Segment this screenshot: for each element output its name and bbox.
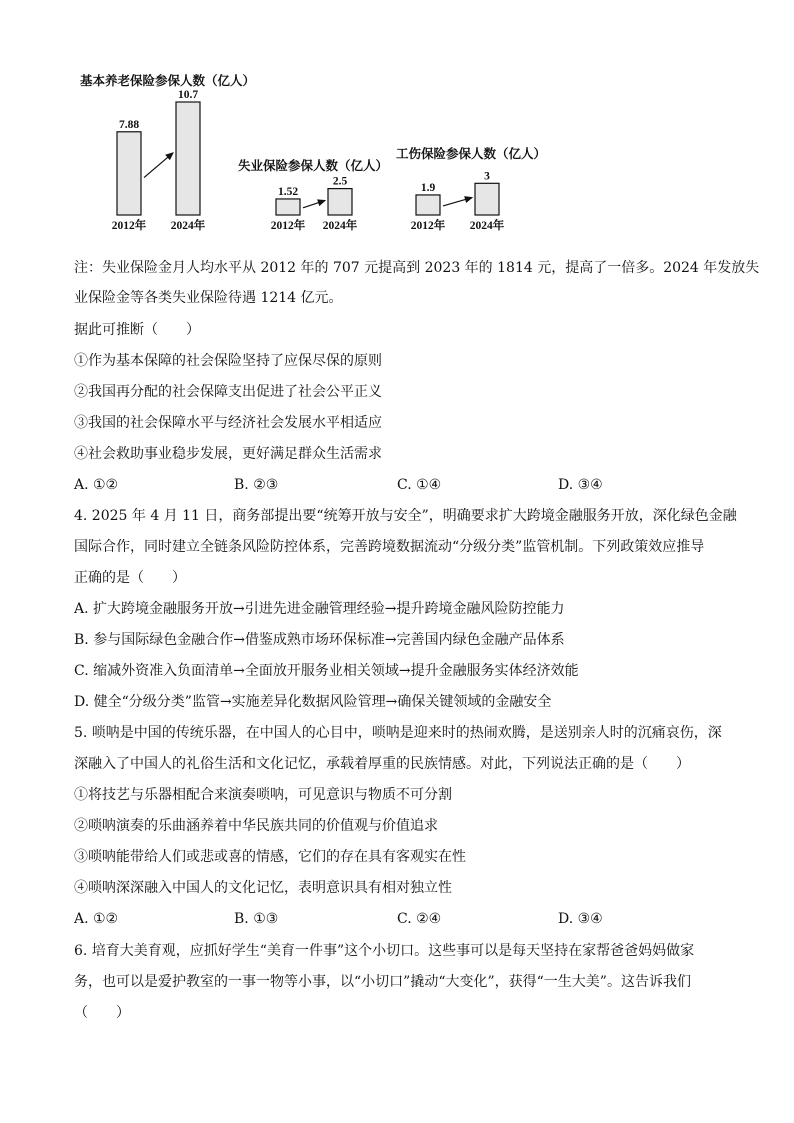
bar-2024年 <box>475 183 499 215</box>
q4-option-a[interactable]: A. 扩大跨境金融服务开放→引进先进金融管理经验→提升跨境金融风险防控能力 <box>74 601 565 617</box>
q3-option-c[interactable]: C. ①④ <box>397 477 442 493</box>
q3-item-1: ①作为基本保障的社会保险坚持了应保尽保的原则 <box>74 353 382 369</box>
q5-item-4: ④唢呐深深融入中国人的文化记忆，表明意识具有相对独立性 <box>74 880 452 896</box>
q4-option-d[interactable]: D. 健全“分级分类”监管→实施差异化数据风险管理→确保关键领域的金融安全 <box>74 694 552 710</box>
q5-item-1: ①将技艺与乐器相配合来演奏唢呐，可见意识与物质不可分割 <box>74 787 452 803</box>
q6-stem-line-3: （ ） <box>74 1005 130 1021</box>
injury-chart <box>396 146 546 232</box>
q5-stem-line-2: 深融入了中国人的礼俗生活和文化记忆，承载着厚重的民族情感。对此，下列说法正确的是（ ） <box>74 756 690 772</box>
bar-2024年 <box>176 102 200 215</box>
q5-option-c[interactable]: C. ②④ <box>397 911 442 927</box>
q4-stem-line-2: 国际合作，同时建立全链条风险防控体系，完善跨境数据流动“分级分类”监管机制。下列政策效应推导 <box>74 539 705 555</box>
q3-item-4: ④社会救助事业稳步发展，更好满足群众生活需求 <box>74 446 382 462</box>
category-label: 2024年 <box>322 220 358 232</box>
q4-stem-line-1: 4. 2025 年 4 月 11 日，商务部提出要“统筹开放与安全”，明确要求扩大跨境金融服务开放，深化绿色金融 <box>74 508 737 524</box>
chart-note-line-2: 业保险金等各类失业保险待遇 1214 亿元。 <box>74 290 343 306</box>
q3-item-3: ③我国的社会保障水平与经济社会发展水平相适应 <box>74 415 382 431</box>
chart-title: 基本养老保险参保人数（亿人） <box>80 74 256 88</box>
q6-stem-line-1: 6. 培育大美育观，应抓好学生“美育一件事”这个小切口。这些事可以是每天坚持在家帮爸爸妈妈做家 <box>74 943 695 959</box>
data-label: 1.52 <box>277 185 299 198</box>
q5-option-a[interactable]: A. ①② <box>74 911 119 927</box>
chart-note-line-1: 注：失业保险金月人均水平从 2012 年的 707 元提高到 2023 年的 1814 元，提高了一倍多。2024 年发放失 <box>74 260 760 276</box>
q4-stem-line-3: 正确的是（ ） <box>74 570 186 586</box>
data-label: 7.88 <box>118 118 140 131</box>
data-label: 1.9 <box>420 181 436 194</box>
q5-stem-line-1: 5. 唢呐是中国的传统乐器，在中国人的心目中，唢呐是迎来时的热闹欢腾，是送别亲人时的沉痛哀伤，深 <box>74 725 722 741</box>
data-label: 3 <box>484 170 490 183</box>
q5-options <box>74 909 734 929</box>
q3-option-d[interactable]: D. ③④ <box>558 477 603 493</box>
q5-option-b[interactable]: B. ①③ <box>234 911 279 927</box>
q3-option-b[interactable]: B. ②③ <box>234 477 279 493</box>
q3-option-a[interactable]: A. ①② <box>74 477 119 493</box>
growth-arrow <box>144 153 173 178</box>
q3-stem: 据此可推断（ ） <box>74 322 200 338</box>
category-label: 2012年 <box>111 220 147 232</box>
growth-arrow <box>303 200 325 207</box>
q4-option-c[interactable]: C. 缩减外资准入负面清单→全面放开服务业相关领域→提升金融服务实体经济效能 <box>74 663 579 679</box>
data-label: 2.5 <box>332 175 348 188</box>
bar-2024年 <box>328 189 352 215</box>
category-label: 2024年 <box>469 220 505 232</box>
q4-option-b[interactable]: B. 参与国际绿色金融合作→借鉴成熟市场环保标准→完善国内绿色金融产品体系 <box>74 632 565 648</box>
social-insurance-charts <box>0 0 794 250</box>
bar-2012年 <box>416 195 440 215</box>
q5-item-3: ③唢呐能带给人们或悲或喜的情感，它们的存在具有客观实在性 <box>74 849 466 865</box>
growth-arrow <box>443 198 472 206</box>
q5-item-2: ②唢呐演奏的乐曲涵养着中华民族共同的价值观与价值追求 <box>74 818 438 834</box>
q3-item-2: ②我国再分配的社会保障支出促进了社会公平正义 <box>74 384 382 400</box>
chart-title: 失业保险参保人数（亿人） <box>238 159 389 173</box>
data-label: 10.7 <box>177 89 199 101</box>
category-label: 2024年 <box>170 220 206 232</box>
bar-2012年 <box>117 132 141 215</box>
q3-options <box>74 475 734 495</box>
bar-2012年 <box>276 199 300 215</box>
category-label: 2012年 <box>410 220 446 232</box>
category-label: 2012年 <box>270 220 306 232</box>
unemployment-chart <box>238 158 388 232</box>
q6-stem-line-2: 务，也可以是爱护教室的一事一物等小事，以“小切口”撬动“大变化”，获得“一生大美”。这告诉我们 <box>74 974 691 990</box>
pension-chart <box>80 73 255 232</box>
chart-title: 工伤保险参保人数（亿人） <box>396 147 547 161</box>
q5-option-d[interactable]: D. ③④ <box>558 911 603 927</box>
